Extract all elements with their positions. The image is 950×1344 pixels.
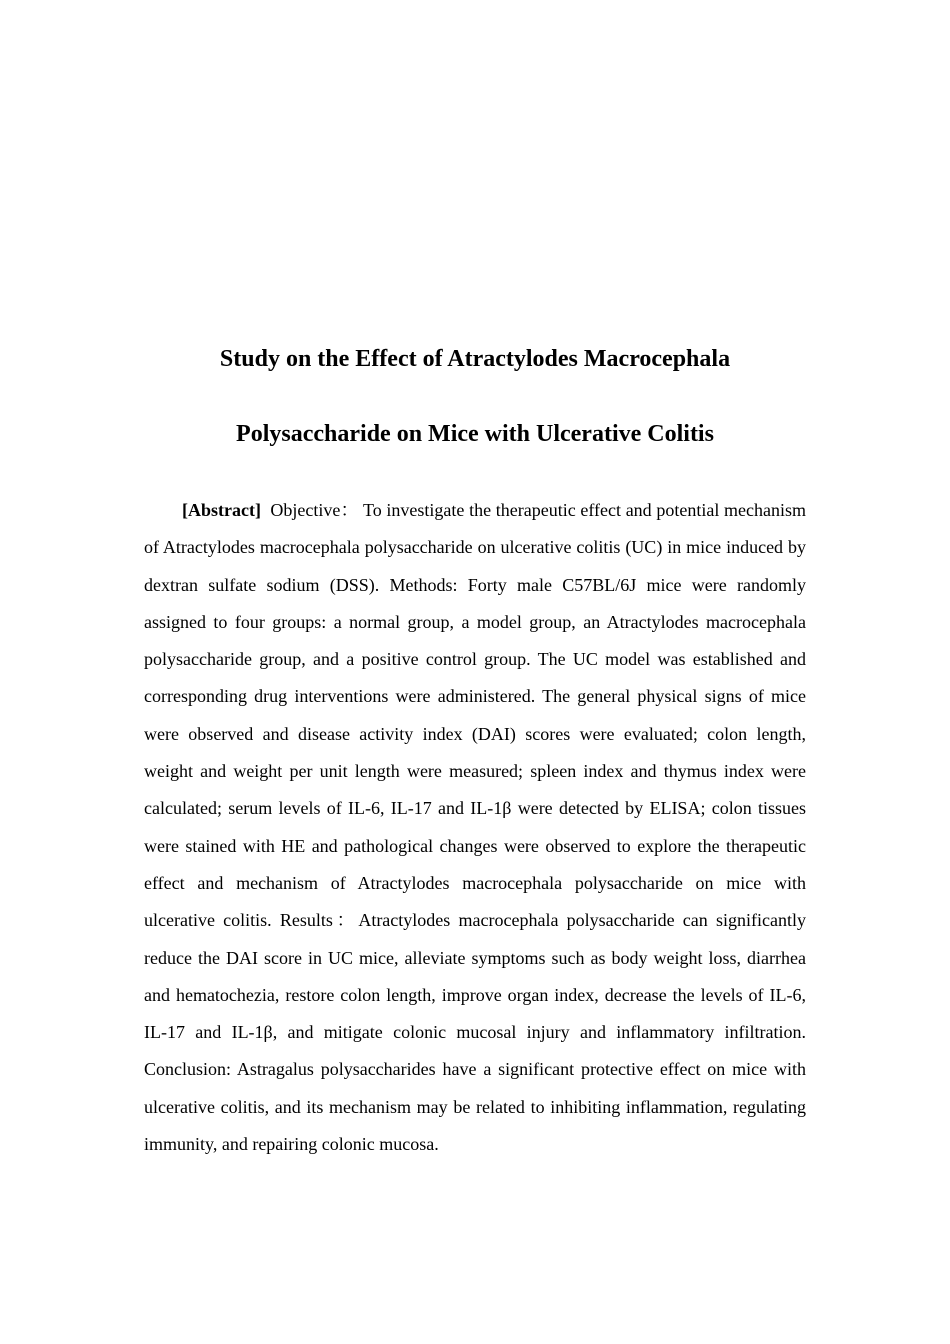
paper-title-line-1: Study on the Effect of Atractylodes Macrocephala [219,346,731,372]
abstract-paragraph [144,492,806,1163]
paper-title-line-2: Polysaccharide on Mice with Ulcerative Colitis [236,421,714,447]
abstract-body: Objective： To investigate the therapeutic effect and potential mechanism of Atractylodes macrocephala polysaccharide on ulcerative colitis (UC) in mice induced by dextran sulfate sodium (DSS). Methods: Forty male C57BL/6J mice were randomly assigned to four groups: a normal group, a model group, an Atractylodes macrocephala polysaccharide group, and a positive control group. The UC model was established and corresponding drug interventions were administered. The general physical signs of mice were observed and disease activity index (DAI) scores were evaluated; colon length, weight and weight per unit length were measured; spleen index and thymus index were calculated; serum levels of IL-6, IL-17 and IL-1β were detected by ELISA; colon tissues were stained with HE and pathological changes were observed to explore the therapeutic effect and mechanism of Atractylodes macrocephala polysaccharide on mice with ulcerative colitis. Results：Atractylodes macrocephala polysaccharide can significantly reduce the DAI score in UC mice, alleviate symptoms such as body weight loss, diarrhea and hematochezia, restore colon length, improve organ index, decrease the levels of IL-6, IL-17 and IL-1β, and mitigate colonic mucosal injury and inflammatory infiltration. Conclusion: Astragalus polysaccharides have a significant protective effect on mice with ulcerative colitis, and its mechanism may be related to inhibiting inflammation, regulating immunity, and repairing colonic mucosa. [144,500,806,1155]
abstract-label: [Abstract] [182,500,261,520]
